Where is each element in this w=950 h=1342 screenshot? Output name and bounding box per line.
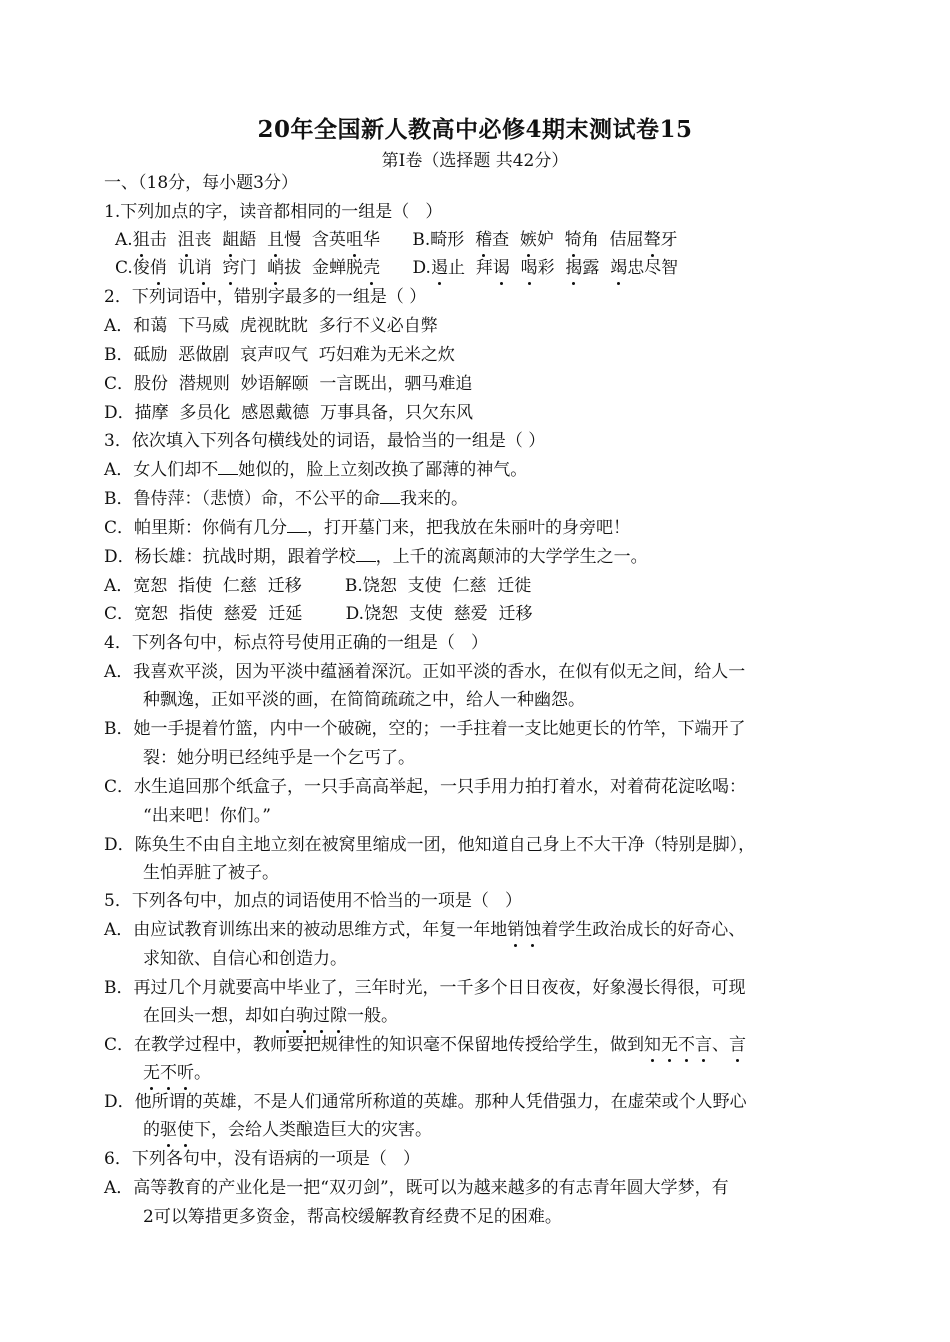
question-4-stem: 4．下列各句中，标点符号使用正确的一组是（ ） xyxy=(104,633,489,653)
dotted-char: 蚀 xyxy=(524,920,542,940)
question-4-option-c: C．水生追回那个纸盒子，一只手高高举起，一只手用力拍打着水，对着荷花淀吆喝： xyxy=(104,777,747,797)
dotted-char: 稽 xyxy=(475,230,493,250)
dotted-char: 听 xyxy=(177,1063,194,1083)
dotted-char: 过 xyxy=(313,1006,330,1026)
sentence-text: 的 xyxy=(143,1120,160,1140)
sentence-text: 我来的。 xyxy=(400,489,468,509)
fill-blank xyxy=(218,460,238,475)
dotted-char: 不 xyxy=(160,1063,177,1083)
dotted-char: 嫉 xyxy=(519,230,537,250)
question-2-stem: 2．下列词语中，错别字最多的一组是（ ） xyxy=(104,287,427,307)
question-3-sentence-a xyxy=(104,459,527,481)
dotted-char: 无 xyxy=(143,1063,160,1083)
dotted-char: 隙 xyxy=(330,1006,347,1026)
option-text: 角 佶屈 xyxy=(581,230,644,250)
question-4-option-a-cont: 种飘逸，正如平淡的画，在简简疏疏之中，给人一种幽怨。 xyxy=(143,690,585,710)
question-5-option-a xyxy=(104,919,745,941)
question-3-choices-ab: A．宽恕 指使 仁慈 迁移 B.饶恕 支使 仁慈 迁徙 xyxy=(104,576,532,596)
dotted-char: 销 xyxy=(507,920,525,940)
option-text: 忠尽智 xyxy=(627,258,679,278)
option-text: 露 xyxy=(582,258,611,278)
question-5-stem: 5．下列各句中，加点的词语使用不恰当的一项是（ ） xyxy=(104,891,523,911)
option-text: 拔 金蝉脱 xyxy=(284,258,364,278)
dotted-char: 言 xyxy=(695,1035,713,1055)
sentence-text: D．杨长雄：抗战时期，跟着学校 xyxy=(104,547,356,567)
question-6-stem: 6．下列各句中，没有语病的一项是（ ） xyxy=(104,1149,421,1169)
question-5-option-b-cont xyxy=(143,1005,398,1027)
dotted-char: 峭 xyxy=(267,258,285,278)
question-3-stem: 3．依次填入下列各句横线处的词语，最恰当的一组是（ ） xyxy=(104,431,546,451)
fill-blank xyxy=(356,547,376,562)
dotted-char: 揭 xyxy=(565,258,583,278)
dotted-char: 壳 xyxy=(363,258,381,278)
question-4-option-d: D．陈奂生不由自主地立刻在被窝里缩成一团，他知道自己身上不大干净（特别是脚）， xyxy=(104,835,756,855)
sentence-text: 。 xyxy=(194,1063,211,1083)
dotted-char: 咀 xyxy=(345,230,363,250)
dotted-char: 喝 xyxy=(520,258,538,278)
question-3-sentence-b xyxy=(104,488,468,510)
question-3-sentence-d xyxy=(104,546,648,568)
question-4-option-b-cont: 裂：她分明已经纯乎是一个乞丐了。 xyxy=(143,748,415,768)
sentence-text: ，上千的流离颠沛的大学学生之一。 xyxy=(375,547,648,567)
sentence-text: C．在教学过程中，教师要把规律性的知识毫不保留地传授给学生，做到 xyxy=(104,1035,645,1055)
option-text: 门 xyxy=(239,258,268,278)
option-text: 妒 xyxy=(536,230,565,250)
sentence-text: A．由应试教育训练出来的被动思维方式，年复一年地 xyxy=(104,920,508,940)
question-5-option-b: B．再过几个月就要高中毕业了，三年时光，一千多个日日夜夜，好象漫长得很，可现 xyxy=(104,978,746,998)
question-2-option-b: B．砥励 恶做剧 哀声叹气 巧妇难为无米之炊 xyxy=(104,345,455,365)
dotted-char: 俏 xyxy=(149,258,167,278)
question-5-option-c xyxy=(104,1034,746,1056)
sentence-text: 在回头一想，却如 xyxy=(143,1006,279,1026)
exam-subtitle: 第Ⅰ卷（选择题 共42分） xyxy=(381,151,569,171)
option-text: 华 xyxy=(362,230,380,250)
question-5-option-c-cont xyxy=(143,1062,211,1084)
dotted-char: 沮 xyxy=(177,230,195,250)
question-2-option-c: C．股份 潜规则 妙语解颐 一言既出，驷马难追 xyxy=(104,374,473,394)
option-text: B.畸形 xyxy=(412,230,476,250)
sentence-text: 她似的，脸上立刻改换了鄙薄的神气。 xyxy=(238,460,528,480)
sentence-text: 一般。 xyxy=(347,1006,398,1026)
option-text: 慢 含英 xyxy=(284,230,346,250)
dotted-char: 且 xyxy=(267,230,285,250)
option-text: D. xyxy=(412,258,431,278)
option-text: 止 拜 xyxy=(447,258,493,278)
question-1-options-cd xyxy=(115,257,678,279)
question-1-stem: 1.下列加点的字，读音都相同的一组是（ ） xyxy=(104,202,443,222)
sentence-text: 下，会给人类酿造巨大的灾害。 xyxy=(194,1120,432,1140)
option-text: 龉 xyxy=(239,230,268,250)
question-2-option-d: D．描摩 多员化 感恩戴德 万事具备，只欠东风 xyxy=(104,403,474,423)
question-4-option-b: B．她一手提着竹篮，内中一个破碗，空的；一手拄着一支比她更长的竹竿，下端开了 xyxy=(104,719,746,739)
question-3-sentence-c xyxy=(104,517,630,539)
question-3-choices-cd: C．宽恕 指使 慈爱 迁延 D.饶恕 支使 慈爱 迁移 xyxy=(104,604,533,624)
dotted-char: 聱 xyxy=(643,230,661,250)
dotted-char: 驹 xyxy=(296,1006,313,1026)
sentence-text: 着学生政治成长的好奇心、 xyxy=(541,920,746,940)
dotted-char: 言 xyxy=(729,1035,747,1055)
question-5-option-d: D．他所谓的英雄，不是人们通常所称道的英雄。那种人凭借强力，在虚荣或个人野心 xyxy=(104,1092,747,1112)
option-text: 丧 xyxy=(194,230,223,250)
option-text: 讥 xyxy=(166,258,195,278)
dotted-char: 窍 xyxy=(222,258,240,278)
fill-blank xyxy=(287,518,307,533)
dotted-char: 不 xyxy=(678,1035,696,1055)
question-5-option-d-cont xyxy=(143,1119,432,1141)
dotted-char: 谒 xyxy=(492,258,510,278)
question-4-option-d-cont: 生怕弄脏了被子。 xyxy=(143,863,279,883)
section-heading: 一、（18分，每小题3分） xyxy=(104,173,298,193)
dotted-char: 遏 xyxy=(430,258,448,278)
dotted-char: 犄 xyxy=(564,230,582,250)
dotted-char: 狙 xyxy=(132,230,150,250)
dotted-char: 龃 xyxy=(222,230,240,250)
question-4-option-c-cont: “出来吧！你们。” xyxy=(143,806,271,826)
question-4-option-a: A．我喜欢平淡，因为平淡中蕴涵着深沉。正如平淡的香水，在似有似无之间，给人一 xyxy=(104,662,746,682)
dotted-char: 知 xyxy=(644,1035,662,1055)
sentence-text: A．女人们却不 xyxy=(104,460,219,480)
dotted-char: 使 xyxy=(177,1120,194,1140)
option-text: 击 xyxy=(149,230,178,250)
dotted-char: 无 xyxy=(661,1035,679,1055)
sentence-text: 、 xyxy=(712,1035,730,1055)
question-2-option-a: A．和蔼 下马威 虎视眈眈 多行不义必自弊 xyxy=(104,316,438,336)
question-6-option-a-cont: 2可以筹措更多资金，帮高校缓解教育经费不足的困难。 xyxy=(143,1207,562,1227)
question-5-option-a-cont: 求知欲、自信心和创造力。 xyxy=(143,949,347,969)
dotted-char: 白 xyxy=(279,1006,296,1026)
question-6-option-a: A．高等教育的产业化是一把“双刃剑”，既可以为越来越多的有志青年圆大学梦，有 xyxy=(104,1178,729,1198)
dotted-char: 竭 xyxy=(610,258,628,278)
option-text: 牙 xyxy=(660,230,678,250)
option-text: C.俊 xyxy=(115,258,150,278)
sentence-text: C．帕里斯：你倘有几分 xyxy=(104,518,288,538)
option-text: A. xyxy=(115,230,133,250)
sentence-text: B．鲁侍萍：（悲愤）命，不公平的命 xyxy=(104,489,380,509)
fill-blank xyxy=(380,489,400,504)
option-text: 彩 xyxy=(537,258,566,278)
option-text xyxy=(212,258,223,278)
question-1-options-ab xyxy=(115,229,678,251)
sentence-text: ，打开墓门来，把我放在朱丽叶的身旁吧！ xyxy=(307,518,631,538)
exam-title: 20年全国新人教高中必修4期末测试卷15 xyxy=(257,116,693,143)
dotted-char: 诮 xyxy=(194,258,212,278)
option-text: 查 xyxy=(492,230,520,250)
dotted-char: 驱 xyxy=(160,1120,177,1140)
option-text xyxy=(510,258,521,278)
